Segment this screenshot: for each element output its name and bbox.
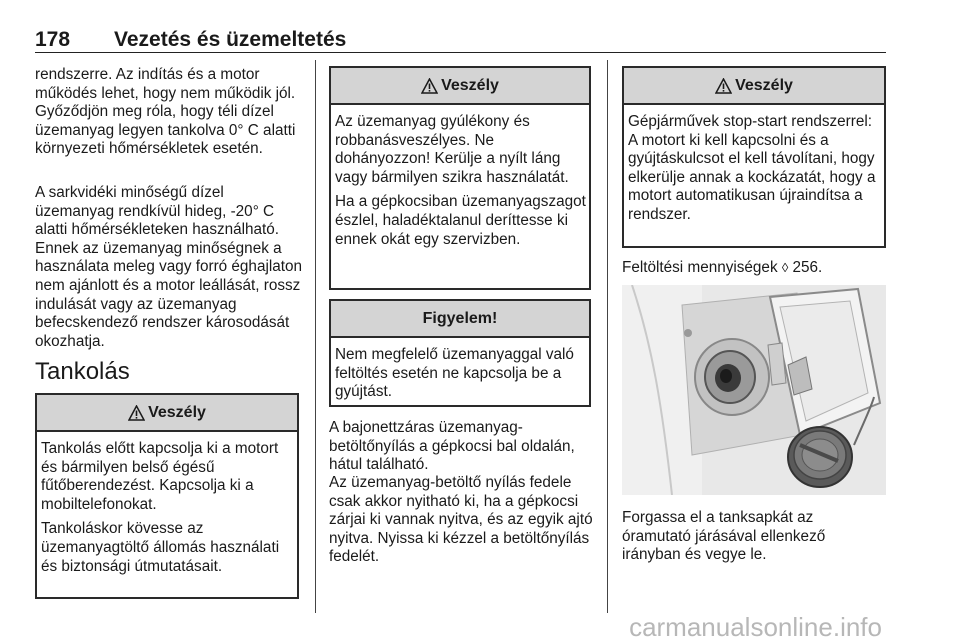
danger-text: Tankolás előtt kapcsolja ki a motort és bármilyen belső égésű fűtőberendezést. Kapcsolja ki a mobiltelefonokat. <box>41 440 279 513</box>
notice-box <box>329 299 591 407</box>
watermark: carmanualsonline.info <box>629 612 882 642</box>
reference-page-link[interactable]: 256. <box>792 259 823 276</box>
body-paragraph: A bajonettzáras üzemanyag-betöltőnyílás a gépkocsi bal oldalán, hátul található. <box>329 419 575 474</box>
page-header <box>35 22 886 53</box>
notice-box-header <box>331 301 589 338</box>
body-paragraph: A sarkvidéki minőségű dízel üzemanyag rendkívül hideg, -20° C alatti hőmérsékleteken használható. Ennek az üzemanyag minőségnek a használata meleg vagy forró éghajlaton nem ajánlott és a motor leállását, rossz indulását vagy az üzemanyag befecskendező rendszer károsodását okozhatja. <box>35 184 303 350</box>
danger-box-header <box>331 68 589 105</box>
danger-box-header <box>624 68 884 105</box>
danger-text: Tankoláskor kövesse az üzemanyagtöltő állomás használati és biztonsági útmutatásait. <box>41 520 280 575</box>
danger-box <box>35 393 299 599</box>
reference-arrow-icon: ◊ <box>781 260 789 275</box>
danger-box <box>329 66 591 290</box>
danger-text: Ha a gépkocsiban üzemanyagszagot észlel, haladéktalanul deríttesse ki ennek okát egy szervizben. <box>335 193 586 248</box>
notice-box-title: Figyelem! <box>422 309 498 327</box>
warning-triangle-icon <box>421 78 438 94</box>
danger-text: Gépjárművek stop-start rendszerrel: A motort ki kell kapcsolni és a gyújtáskulcsot el kell távolítani, hogy elkerülje annak a kockázatát, hogy a motort automatikusan újraindítsa a rendszer. <box>628 113 876 223</box>
column-divider <box>315 60 316 613</box>
danger-box <box>622 66 886 248</box>
danger-box-title: Veszély <box>148 403 206 421</box>
fuel-filler-illustration <box>622 285 886 495</box>
running-title: Vezetés és üzemeltetés <box>114 28 347 51</box>
reference-text: Feltöltési mennyiségek <box>622 259 778 276</box>
cross-reference <box>622 259 886 278</box>
column-divider <box>607 60 608 613</box>
danger-box-title: Veszély <box>441 76 499 94</box>
notice-text: Nem megfelelő üzemanyaggal való feltöltés esetén ne kapcsolja be a gyújtást. <box>335 346 574 401</box>
page-number: 178 <box>35 28 71 51</box>
body-paragraph: Forgassa el a tanksapkát az óramutató járásával ellenkező irányban és vegye le. <box>622 509 826 564</box>
body-paragraph: Az üzemanyag-betöltő nyílás fedele csak akkor nyitható ki, ha a gépkocsi zárjai ki vannak nyitva, és az egyik ajtó nyitva. Nyissa ki kézzel a betöltőnyílás fedelét. <box>329 474 593 566</box>
danger-text: Az üzemanyag gyúlékony és robbanásveszélyes. Ne dohányozzon! Kerülje a nyílt láng vagy bármilyen szikra használatát. <box>335 113 569 186</box>
body-paragraph: rendszerre. Az indítás és a motor működés lehet, hogy nem működik jól. Győződjön meg róla, hogy téli dízel üzemanyag legyen tankolva 0° C alatti környezeti hőmérsékletek esetén. <box>35 66 296 158</box>
warning-triangle-icon <box>128 405 145 421</box>
danger-box-title: Veszély <box>735 76 793 94</box>
section-heading: Tankolás <box>35 358 130 385</box>
warning-triangle-icon <box>715 78 732 94</box>
danger-box-header <box>37 395 297 432</box>
